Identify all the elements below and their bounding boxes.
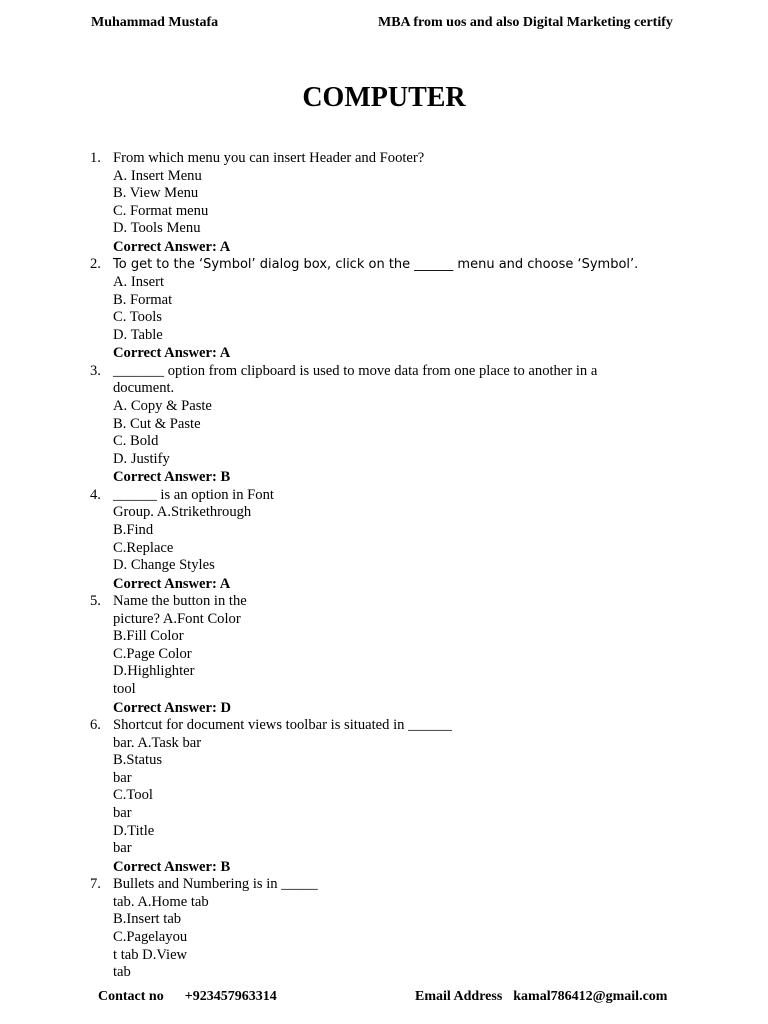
question-2	[90, 256, 690, 362]
question-line: B.Find	[113, 521, 154, 538]
option-b: B. Format	[113, 291, 173, 308]
page-title: COMPUTER	[302, 82, 466, 113]
question-text: Name the button in the	[113, 593, 247, 610]
question-line: C.Page Color	[113, 645, 192, 662]
correct-answer: Correct Answer: A	[113, 575, 231, 592]
question-line: C.Tool	[113, 787, 153, 804]
question-line: C.Replace	[113, 539, 174, 556]
question-line: B.Insert tab	[113, 911, 182, 928]
email-address: kamal786412@gmail.com	[513, 989, 668, 1004]
question-line: t tab D.View	[113, 946, 188, 963]
question-line: B.Status	[113, 752, 163, 769]
header-author: Muhammad Mustafa	[91, 15, 219, 30]
question-6	[90, 717, 690, 876]
footer-email	[415, 989, 667, 1005]
question-line: tab. A.Home tab	[113, 893, 209, 910]
question-line: bar	[113, 840, 132, 857]
question-text: Bullets and Numbering is in _____	[113, 876, 318, 893]
contact-number: +923457963314	[184, 989, 277, 1004]
question-text: _______ option from clipboard is used to move data from one place to another in a	[113, 362, 598, 379]
question-1	[90, 150, 690, 256]
option-c: C. Tools	[113, 309, 162, 326]
question-number: 7.	[90, 876, 101, 893]
question-number: 2.	[90, 256, 101, 273]
question-number: 6.	[90, 717, 101, 734]
header-credentials: MBA from uos and also Digital Marketing certify	[378, 15, 673, 30]
question-line: bar	[113, 769, 132, 786]
footer-contact	[98, 989, 277, 1005]
question-line: tool	[113, 681, 136, 698]
correct-answer: Correct Answer: B	[113, 858, 231, 875]
correct-answer: Correct Answer: D	[113, 699, 232, 716]
option-d: D. Table	[113, 326, 163, 343]
question-line: tab	[113, 964, 131, 981]
correct-answer: Correct Answer: A	[113, 345, 231, 362]
question-text: Shortcut for document views toolbar is situated in ______	[113, 717, 452, 734]
question-line: D. Change Styles	[113, 557, 215, 574]
question-line: Group. A.Strikethrough	[113, 504, 252, 521]
option-b: B. Cut & Paste	[113, 415, 201, 432]
question-4	[90, 487, 690, 593]
correct-answer: Correct Answer: A	[113, 238, 231, 255]
question-number: 5.	[90, 593, 101, 610]
question-5	[90, 593, 690, 717]
question-text: To get to the ‘Symbol’ dialog box, click on the ______ menu and choose ‘Symbol’.	[113, 257, 639, 273]
question-number: 4.	[90, 486, 101, 503]
option-a: A. Insert Menu	[113, 167, 202, 184]
question-3	[90, 363, 690, 487]
question-text-cont: document.	[113, 380, 175, 397]
email-label: Email Address	[415, 989, 503, 1004]
question-line: bar. A.Task bar	[113, 734, 202, 751]
question-number: 1.	[90, 150, 101, 166]
contact-label: Contact no	[98, 989, 164, 1004]
option-c: C. Format menu	[113, 202, 209, 219]
option-d: D. Justify	[113, 450, 170, 467]
option-b: B. View Menu	[113, 185, 199, 202]
question-line: D.Highlighter	[113, 663, 195, 680]
option-d: D. Tools Menu	[113, 220, 201, 237]
question-text: From which menu you can insert Header and Footer?	[113, 150, 425, 166]
question-7	[90, 876, 690, 982]
question-line: C.Pagelayou	[113, 929, 188, 945]
option-a: A. Copy & Paste	[113, 397, 212, 414]
option-a: A. Insert	[113, 273, 165, 290]
question-number: 3.	[90, 362, 101, 379]
option-c: C. Bold	[113, 433, 159, 450]
question-line: bar	[113, 805, 132, 822]
question-line: D.Title	[113, 822, 155, 839]
question-text: ______ is an option in Font	[113, 486, 274, 503]
question-list	[90, 150, 690, 982]
correct-answer: Correct Answer: B	[113, 469, 231, 486]
question-line: B.Fill Color	[113, 628, 184, 645]
question-line: picture? A.Font Color	[113, 610, 241, 627]
